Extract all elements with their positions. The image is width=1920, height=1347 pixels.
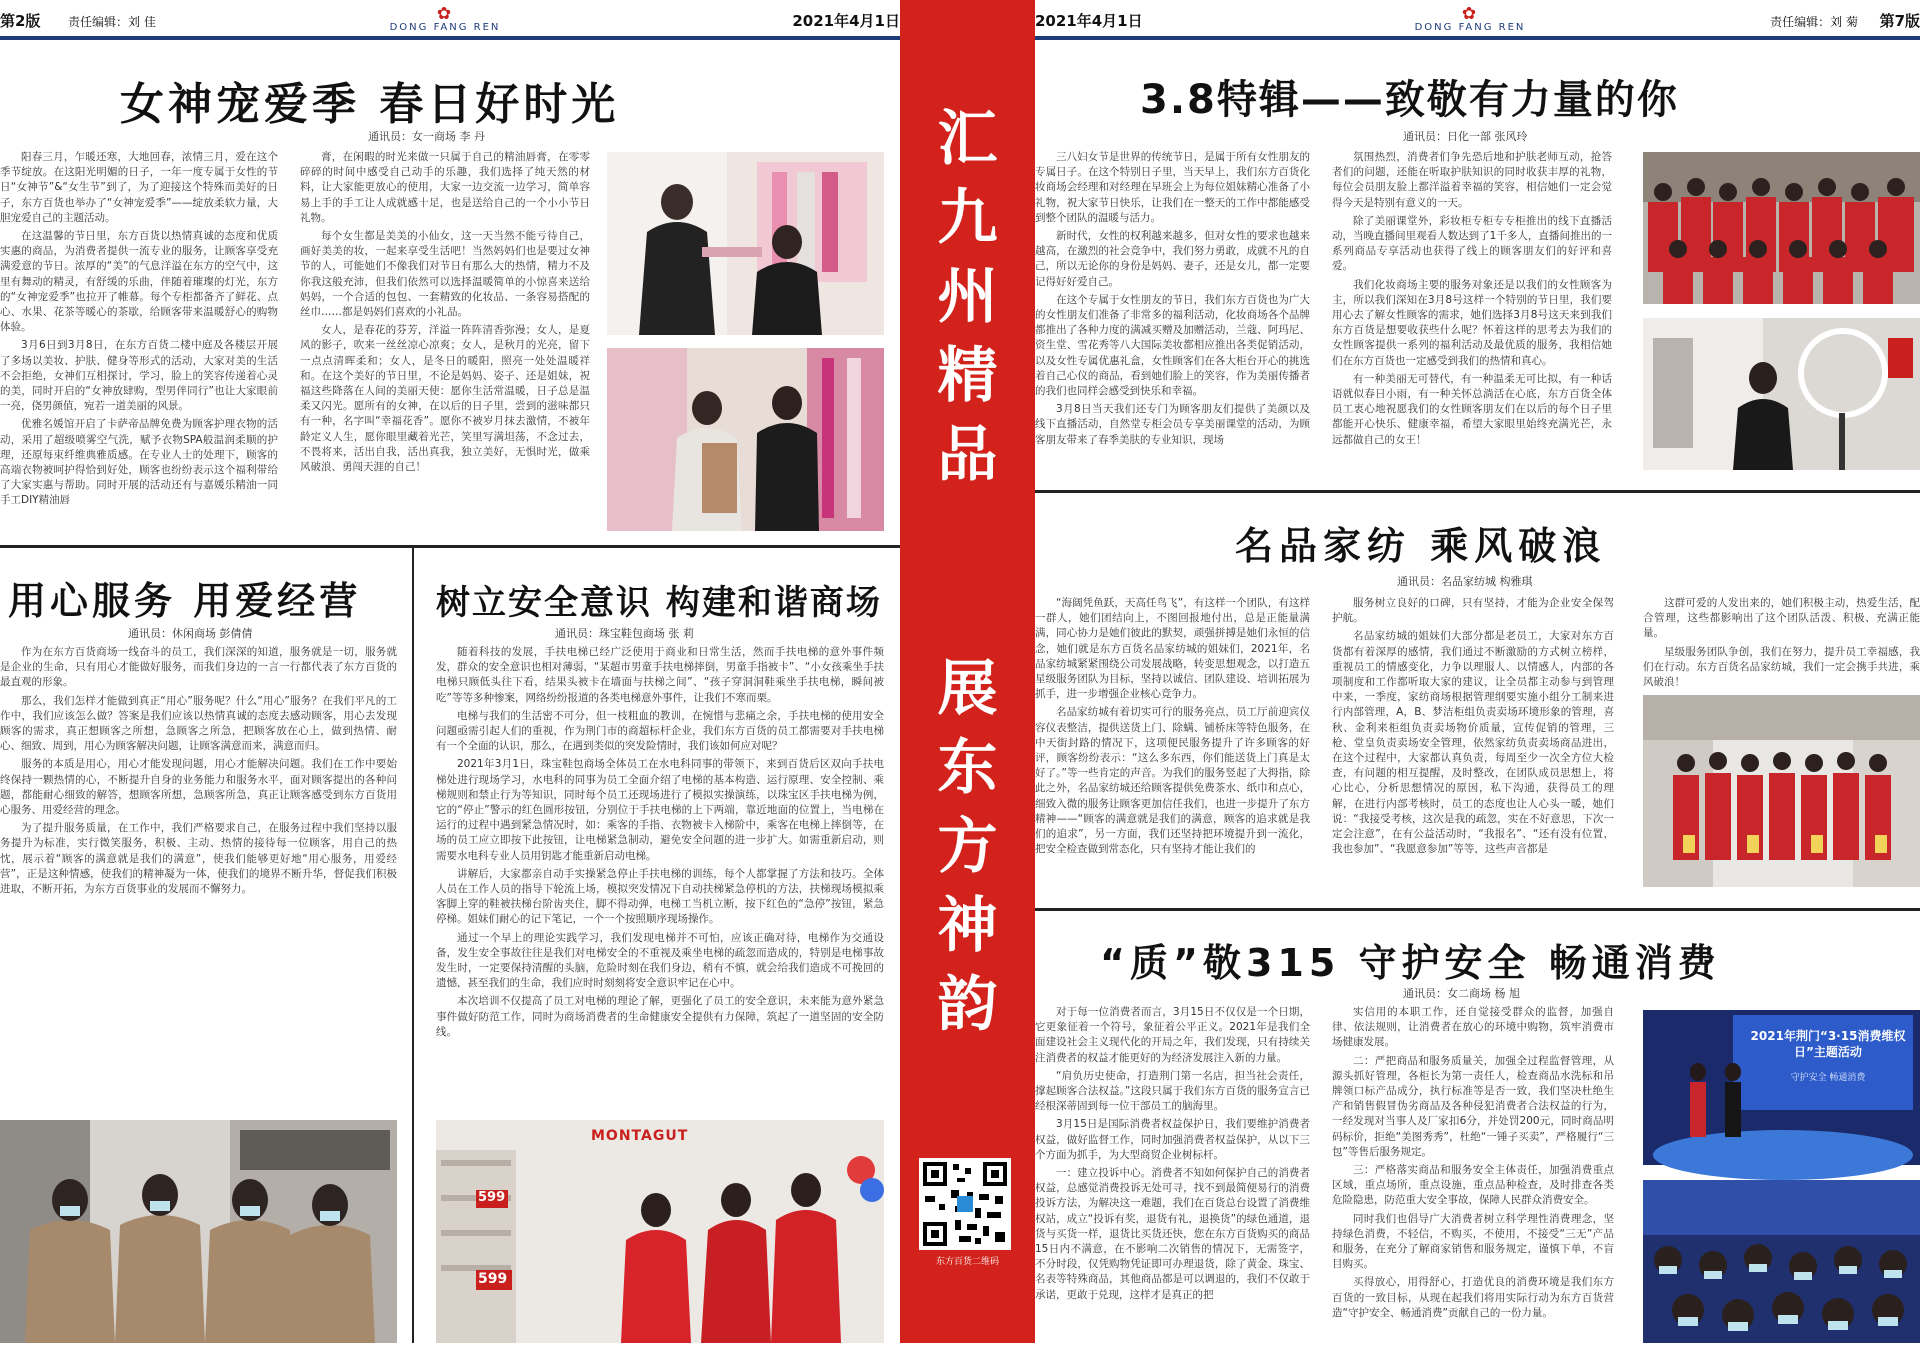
article-column: 氛围热烈，消费者们争先恐后地和护肤老师互动，抢答者们的问题，还能在听取护肤知识的同时收获丰厚的礼物，每位会员朋友脸上都洋溢着幸福的笑容，相信她们一定会觉得今天是特别有意义的一天。 除了美丽课堂外，彩妆柜专柜专专柜推出的线下直播活动，当晚直播间里观看人数达到了1千多人，直播间推出的一系列商品专享活动也获得了线上的顾客朋友们的好评和喜爱。 我们化妆商场主要的服务对象还是以我们的女性顾客为主，所以我们深知在3月8号这样一个特别的节日里，我们要用心去了解女性顾客的需求，她们选择3月8号这天来到我们东方百货是想要收获些什么呢？怀着这样的思考去为我们的女性顾客提供一系列的福利活动及最优质的服务，我相信她们在东方百货也一定感受到我们的热情和真心。 有一种美丽无可替代，有一种温柔无可比拟，有一种话语就似春日小雨，有一种关怀总淌活在心底，东方百货全体员工衷心地祝愿我们的女性顾客朋友们在以后的每个日子里都能开心快乐、健康幸福，希望大家眼里始终充满光芒，永远都做自己的女王！ bbox=[1332, 151, 1612, 446]
team-red-jackets-photo bbox=[1643, 152, 1920, 304]
qr-code-icon[interactable] bbox=[919, 1158, 1011, 1250]
left-page bbox=[0, 0, 900, 1343]
shoe-store-photo bbox=[436, 1120, 884, 1343]
article-byline: 通讯员：女一商场 李 丹 bbox=[368, 130, 485, 143]
right-page bbox=[1035, 0, 1920, 1343]
article-column: 随着科技的发展，手扶电梯已经广泛使用于商业和日常生活，然而手扶电梯的意外事件频发，群众的安全意识也相对薄弱，“某超市男童手扶电梯摔倒，男童手指被卡”、“小女孩乘坐手扶电梯只顾低头往下看，结果头被卡在墙面与扶梯之间”、“孩子穿洞洞鞋乘坐手扶电梯，瞬间被吃”等等多种惨案，网络纷纷报道的各类电梯意外事件，让我们不寒而栗。 电梯与我们的生活密不可分，但一枝粗血的教训，在惋惜与悲痛之余，手扶电梯的使用安全问题亟需引起人们的重视，作为荆门市的商超标杆企业，我们东方百货的员工都需要对手扶电梯有一个全面的认识，那么，在遇到类似的突发险情时，我们该如何应对呢？ 2021年3月1日，珠宝鞋包商场全体员工在水电科同事的带领下，来到百货后区双向手扶电梯处进行现场学习，水电科的同事为员工全面介绍了电梯的基本构造、运行原理、安全控制、乘梯规则和禁止行为等知识，同时每个员工还现场进行了模拟实操演练，以珠宝区手扶电梯为例，它的“停止”警示的红色圆形按钮，分别位于手扶电梯的上下两端，靠近地面的位置上，当电梯在运行的过程中遇到紧急情况时，如：乘客的手指、衣物被卡入梯阶中，乘客在电梯上摔倒等，在场的员工应立即按下此按钮，让电梯紧急制动，避免安全问题的进一步扩大。如需重新启动，则需要水电科专业人员用钥匙才能重新启动电梯。 讲解后，大家都亲自动手实操紧急停止手扶电梯的训练，每个人都掌握了方法和技巧。全体人员在工作人员的指导下轮流上场，模拟突发情况下自动扶梯紧急停机的方法，扶梯现场模拟乘客脚上穿的鞋被扶梯台阶齿夹住，脚不得动弹，电梯工当机立断，按下红色的“急停”按钮，紧急停梯。姐妹们耐心的记下笔记，一个一个按照顺序现场操作。 通过一个早上的理论实践学习，我们发现电梯并不可怕，应该正确对待，电梯作为交通设备，发生安全事故往往是我们对电梯安全的不重视及乘坐电梯的疏忽而造成的，特别是电梯事故发生时，一定要保持清醒的头脑，危险时刻在我们身边，稍有不慎，就会给我们造成不可挽回的遗憾，甚至我们的生命，我们应时时刻刻将安全意识牢记在心中。 本次培训不仅提高了员工对电梯的理论了解，更强化了员工的安全意识，未来能为意外紧急事件做好防范工作，同时为商场消费者的生命健康安全提供有力保障，筑起了一道坚固的安全防线。 bbox=[436, 646, 884, 1038]
page-number: 第7版 bbox=[1879, 12, 1920, 30]
home-textile-team-photo bbox=[1643, 695, 1920, 887]
newspaper-logo: ✿ DONG FANG REN bbox=[355, 6, 535, 36]
event-banner-subtitle: 守护安全 畅通消费 bbox=[1790, 1073, 1866, 1083]
livestream-photo bbox=[1643, 318, 1920, 470]
section-divider bbox=[0, 545, 900, 548]
price-tag: 599 bbox=[478, 1190, 506, 1205]
editor-credit: 责任编辑：刘 佳 bbox=[68, 15, 156, 29]
article-title: 树立安全意识 构建和谐商场 bbox=[436, 583, 882, 623]
article-column: 膏，在闲暇的时光来做一只属于自己的精油唇膏，在零零碎碎的时间中感受自己动手的乐趣，我们选择了纯天然的材料，让大家能更放心的使用，大家一边交流一边学习，简单容易上手的手工让人成就感十足，也是送给自己的一个小小节日礼物。 每个女生都是美美的小仙女，这一天当然不能亏待自己，画好美美的妆，一起来享受生活吧！当然妈妈们也是要过女神节的人，可能她们不像我们对节日有那么大的热情，精力不及你我这般充沛，但我们依然可以选择温暖简单的小惊喜来送给妈妈，一个合适的包包、一套精致的化妆品、一条容易搭配的丝巾……都是妈妈们喜欢的小礼品。 女人，是春花的芬芳，洋溢一阵阵清香弥漫；女人，是夏风的影子，吹来一丝丝凉心凉爽；女人，是秋月的光亮，留下一点点清晖柔和；女人，是冬日的暖阳，照亮一处处温暖祥和。在这个美好的节日里，不论是妈妈、姿子、还是姐妹，祝福这些降落在人间的美丽天使：愿你生活常温暖，日子总是温柔又闪光。愿所有的女神，在以后的日子里，尝到的滋味都只有一种，名字叫“幸福花香”。愿你不被岁月抹去激情，不被年龄定义人生，愿你眼里藏着光芒，笑里写满坦荡，不念过去，不畏将来，活出自我，活出真我，独立美好，无惧时光，做乘风破浪、勇闯天涯的自己！ bbox=[300, 151, 590, 474]
section-divider bbox=[1035, 908, 1920, 911]
brand-sign: MONTAGUT bbox=[591, 1128, 689, 1144]
article-column: 服务树立良好的口碑，只有坚持，才能为企业安全保驾护航。 名品家纺城的姐妹们大部分都是老员工，大家对东方百货都有着深厚的感情，我们通过不断激励的方式树立榜样，重视员工的情感变化，力争以理服人、以情感人，内部的各项制度和工作都听取大家的建议，让全员都主动参与到管理中来，一季度，家纺商场根据管理纲要实施小组分工制来进行内部管理，A，B、梦洁柜组负责卖场环境形象的管理，喜秋、金利来柜组负责卖场物价质量，宣传促销的管理，三枪、堂皇负责卖场安全管理，依然家纺负责卖场商品进出，在这个过程中，大家都认真负责，每周至少一次全方位大检查，有问题的相互提醒，及时整改，在团队成员思想上，将心比心，分析思想情况的原因，私下沟通，获得员工的理解，在进行内部考核时，员工的态度也让人心头一暖，她们说：“我接受考核，这次是我的疏忽，实在不好意思，下次一定会注意”，在有公益活动时，“我报名”、“还有没有位置，我也参加”、“我愿意参加”等等，这些声音都是 bbox=[1332, 597, 1614, 856]
article-column: 对于每一位消费者而言，3月15日不仅仅是一个日期，它更象征着一个符号，象征着公平正义。2021年是我们全面建设社会主义现代化的开局之年，我们发现，只有持续关注消费者的权益才能更好的为经济发展注入新的力量。 “肩负历史使命，打造荆门第一名店，担当社会责任，撑起顾客合法权益。”这段只属于我们东方百货的服务宣言已经根深蒂固到每一位干部员工的脑海里。 3月15日是国际消费者权益保护日，我们要维护消费者权益，做好监督工作，同时加强消费者权益保护，从以下三个方面为抓手，为大型商贸企业树标杆。 一：建立投诉中心。消费者不知如何保护自己的消费者权益，总感觉消费投诉无处可寻，找不到最简便易行的消费投诉方法，为解决这一难题，我们在百货总台设置了消费维权站，成立“投诉有奖，退货有礼，退换货”的绿色通道，退货与买货一样，退货比买货还快，您在东方百货购买的商品15日内不满意，在不影响二次销售的情况下，无需签字，不分时段，仅凭购物凭证即可办理退货，除了黄金、珠宝、名表等特殊商品，其他商品都是可以调退的，我们不仅敢于承诺，更敢于兑现，这样才是真正的把 bbox=[1035, 1006, 1310, 1301]
issue-date: 2021年4月1日 bbox=[1035, 12, 1143, 30]
price-tag: 599 bbox=[478, 1271, 508, 1287]
page-header bbox=[1035, 6, 1920, 40]
article-column: 这群可爱的人发出来的，她们积极主动，热爱生活，配合管理，这些都影响出了这个团队活泼、积极、充满正能量。 星级服务团队争创，我们在努力，提升员工幸福感，我们在行动。东方百货名品家纺城，我们一定会携手共进，乘风破浪！ bbox=[1643, 597, 1920, 689]
event-banner: 2021年荆门“3·15消费维权日”主题活动 bbox=[1750, 1029, 1906, 1059]
center-spine-banner bbox=[900, 0, 1035, 1343]
audience-photo bbox=[1643, 1180, 1920, 1343]
article-title: 3.8特辑——致敬有力量的你 bbox=[1140, 77, 1679, 123]
page-header bbox=[0, 6, 900, 40]
article-byline: 通讯员：珠宝鞋包商场 张 莉 bbox=[555, 627, 694, 640]
editor-credit: 责任编辑：刘 菊 bbox=[1770, 15, 1858, 29]
slogan-line-2: 展 东 方 神 韵 bbox=[937, 654, 998, 1040]
column-divider bbox=[412, 548, 414, 1343]
qr-caption: 东方百货二维码 bbox=[935, 1257, 999, 1267]
article-byline: 通讯员：女二商场 杨 旭 bbox=[1403, 987, 1520, 1000]
article-byline: 通讯员：休闲商场 彭倩倩 bbox=[128, 627, 253, 640]
article-column: 三八妇女节是世界的传统节日，是属于所有女性朋友的专属日子。在这个特别日子里，当天早上，我们东方百货化妆商场会经理和对经理在早班会上为每位姐妹精心准备了小礼物，祝大家节日快乐，让我们在一整天的工作中都能感受到整个团队的温暖与活力。 新时代，女性的权利越来越多，但对女性的要求也越来越高，在激烈的社会竞争中，我们努力勇敢，成就不凡的自己，所以无论你的身份是妈妈、妻子，还是女儿，都一定要记得好好爱自己。 在这个专属于女性朋友的节日，我们东方百货也为广大的女性朋友们准备了非常多的福利活动，化妆商场各个品牌都推出了各种力度的满减买赠及加赠活动，兰蔻、阿玛尼、资生堂、雪花秀等八大国际美妆都相应推出各类促销活动，以及女性专属优惠礼盒，女性顾客们在各大柜台开心的挑选着自己心仪的商品，看到她们脸上的笑容，作为美丽传播者的我们也同样会感受到快乐和幸福。 3月8日当天我们还专门为顾客朋友们提供了美颜以及线下直播活动，自然堂专柜会员专享美丽课堂的活动，为顾客朋友带来了春季美肤的专业知识，现场 bbox=[1035, 151, 1310, 446]
article-column: 实信用的本职工作，还自觉接受群众的监督，加强自律、依法规则，让消费者在放心的环境中购物，筑牢消费市场健康发展。 二：严把商品和服务质量关，加强全过程监督管理，从源头抓好管理，各柜长为第一责任人，检查商品水洗标和吊牌领口标产品成分，执行标准等是否一致，我们坚决杜绝生产和销售假冒伪劣商品及各种侵犯消费者合法权益的行为，一经发现对当事人及厂家扣6分，并处罚200元，同时商品明码标价，拒绝“美图秀秀”，杜绝“一锤子买卖”，严格履行“三包”等售后服务规定。 三：严格落实商品和服务安全主体责任，加强消费重点区域，重点场所，重点设施，重点品种检查，及时排查各类危险隐患，防范重大安全事故，保障人民群众消费安全。 同时我们也倡导广大消费者树立科学理性消费理念，坚持绿色消费，不轻信，不购买，不使用，不接受“三无”产品和服务，在充分了解商家销售和服务规定，谨慎下单，不盲目购买。 买得放心，用得舒心，打造优良的消费环境是我们东方百货的一致目标，从现在起我们将用实际行动为东方百货营造“守护安全、畅通消费”贡献自己的一份力量。 bbox=[1332, 1006, 1614, 1319]
staff-group-photo bbox=[0, 1120, 397, 1343]
slogan-line-1: 汇 九 州 精 品 bbox=[937, 104, 998, 490]
article-column: 作为在东方百货商场一线奋斗的员工，我们深深的知道，服务就是一切，服务就是企业的生命，只有用心才能做好服务，而我们身边的一言一行都代表了东方百货的最直观的形象。 那么，我们怎样才能做到真正“用心”服务呢？什么“用心”服务？在我们平凡的工作中，我们应该怎么做？答案是我们应该以热情真诚的态度去感动顾客，用心去发现顾客的需求，真正想顾客之所想，急顾客之所急，把顾客放在心上，做到热情、耐心、细致、周到，用心为顾客解决问题，让顾客满意而来，满意而归。 服务的本质是用心，用心才能发现问题，用心才能解决问题。我们在工作中要始终保持一颗热情的心，不断提升自身的业务能力和服务水平，面对顾客提出的各种问题，都能耐心细致的解答，想顾客所想，急顾客所急，真正让顾客感受到东方百货用心服务、用爱经营的理念。 为了提升服务质量，在工作中，我们严格要求自己，在服务过程中我们坚持以服务提升为标准，实行微笑服务，积极、主动、热情的接待每一位顾客，用自己的热忱，展示着“顾客的满意就是我们的满意”，使我们能够更好地“用心服务，用爱经营”，正是这种情感，使我们的精神凝为一体，使我们的境界不断升华，督促我们积极进取，不断开拓，为东方百货事业的发展而不懈努力。 bbox=[0, 646, 397, 896]
stage-event-photo bbox=[1643, 1010, 1920, 1165]
article-title: “质”敬315 守护安全 畅通消费 bbox=[1100, 941, 1721, 985]
page-number: 第2版 bbox=[0, 12, 41, 30]
logo-mark-icon: ✿ bbox=[436, 4, 454, 24]
article-byline: 通讯员：名品家纺城 构雅琪 bbox=[1397, 575, 1533, 588]
newspaper-logo: ✿ DONG FANG REN bbox=[1380, 6, 1560, 36]
article-column: “海阔凭鱼跃，天高任鸟飞”，有这样一个团队，有这样一群人，她们团结向上，不图回报地付出，总是正能量满满，同心协力是她们彼此的默契，顽强拼搏是她们永恒的信念，她们就是东方百货名品家纺城的姐妹们，2021年，名品家纺城紧紧围绕公司发展战略，转变思想观念，以打造五星级服务团队为目标，坚持以诚信、团队建设、培训拓展为抓手，进一步增强企业核心竞争力。 名品家纺城有着切实可行的服务亮点，员工厅前迎宾仪容仪表整洁，提供送货上门、除螨、铺桥床等特色服务，在中天街封路的情况下，这项便民服务提升了许多顾客的好评，顾客纷纷表示：“这么多东西，你们能送货上门真是太好了。”等一些肯定的声音。为我们的服务竖起了大拇指，除此之外，名品家纺城还给顾客提供免费茶水、纸巾和点心，细致入微的服务让顾客更加信任我们，也进一步提升了东方精神——“顾客的满意就是我们的满意，顾客的追求就是我们的追求”，另一方面，我们还坚持把环境提升到一流化，把安全检查做到常态化，只有坚持才能让我们的 bbox=[1035, 597, 1310, 856]
section-divider bbox=[1035, 490, 1920, 493]
article-column: 阳春三月，乍暖还寒，大地回春，浓情三月，爱在这个季节绽放。在这阳光明媚的日子，一年一度专属于女性的节日“女神节”&“女生节”到了，为了迎接这个特殊而美好的日子，东方百货也举办了“女神宠爱季”——绽放柔软力量，大胆宠爱自己的主题活动。 在这温馨的节日里，东方百货以热情真诚的态度和优质实惠的商品，为消费者提供一流专业的服务，让顾客享受充满爱意的节日。浓厚的“美”的气息洋溢在东方的空气中，这里有舞动的精灵，有舒缓的乐曲，伴随着璀璨的灯光，东方的“女神宠爱季”也拉开了帷幕。每个专柜都备齐了鲜花、点心、水果、花茶等暖心的茶歇，给顾客带来温暖舒心的购物体验。 3月6日到3月8日，在东方百货二楼中庭及各楼层开展了多场以美妆、护肤、健身等形式的活动，大家对美的生活不会拒绝，女神们互相探讨，学习，脸上的笑容传递着心灵的美，同时开启的“女神放肆购，型男伴同行”也让大家眼前一亮，侥男颜值，宛若一道美丽的风景。 优雅名媛馆开启了卡萨帝品牌免费为顾客护理衣物的活动，采用了超级喷雾空气洗，赋予衣物SPA般温润柔顺的护理，还原每束纤维典雅质感。在专业人士的处理下，顾客的高端衣物被呵护得恰到好处，顾客也纷纷表示这个福利带给了大家实惠与帮助。同时开展的活动还有与嘉媛乐精油一同手工DIY精油唇 bbox=[0, 151, 278, 507]
article-photo-product bbox=[607, 348, 884, 531]
article-title: 女神宠爱季 春日好时光 bbox=[120, 79, 620, 130]
issue-date: 2021年4月1日 bbox=[792, 12, 900, 30]
article-title: 用心服务 用爱经营 bbox=[8, 579, 362, 623]
article-title: 名品家纺 乘风破浪 bbox=[1235, 524, 1607, 568]
logo-mark-icon: ✿ bbox=[1461, 4, 1479, 24]
article-byline: 通讯员：日化一部 张风玲 bbox=[1403, 130, 1528, 143]
article-photo-shopping bbox=[607, 152, 884, 335]
